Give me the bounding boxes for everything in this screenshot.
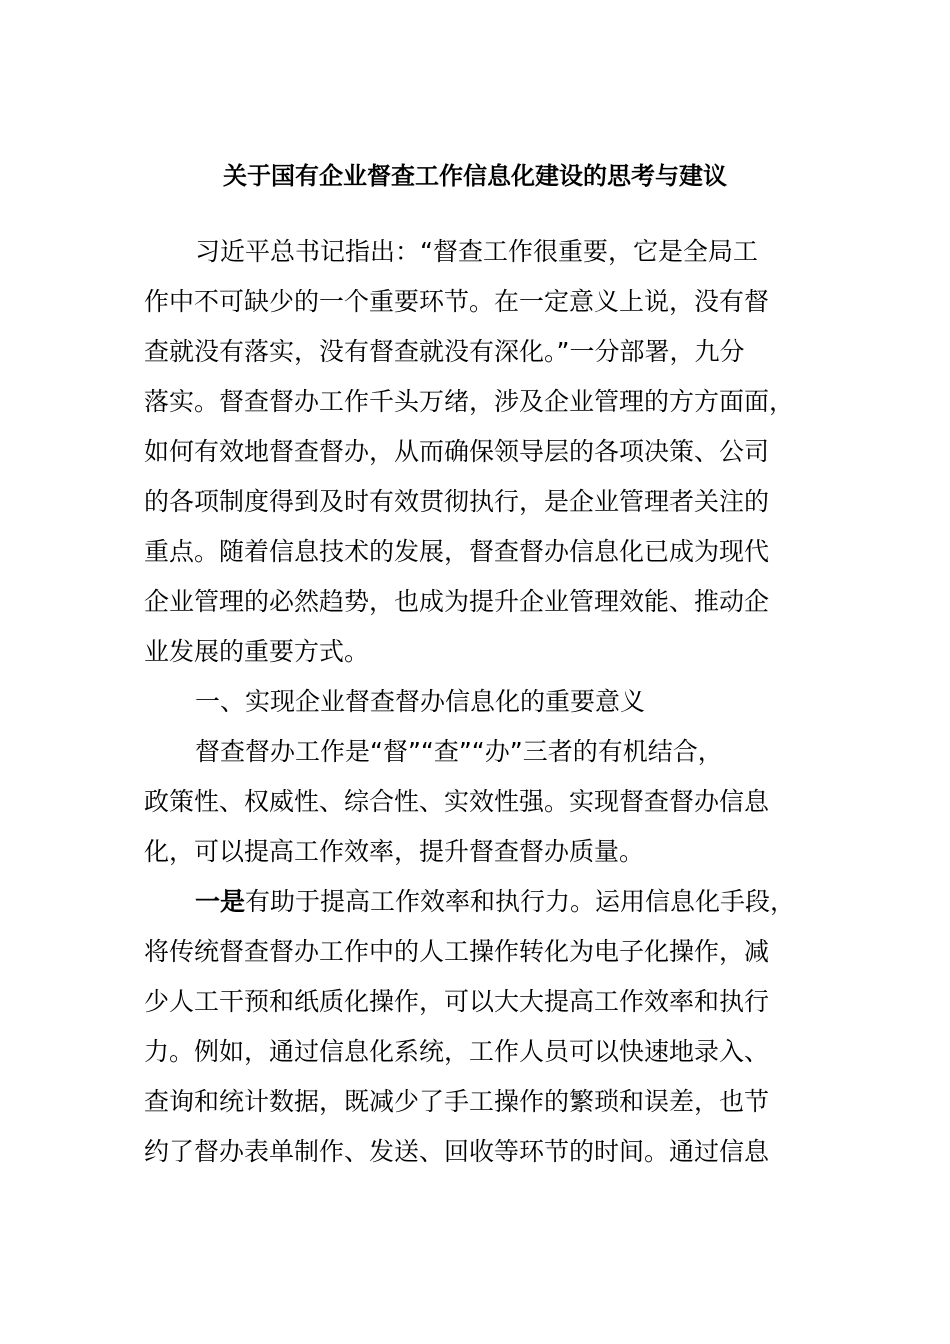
text-line-rest: 有助于提高工作效率和执行力。运用信息化手段， (245, 887, 796, 916)
text-line: 业发展的重要方式。 (144, 637, 370, 666)
text-line-with-lead (144, 877, 806, 927)
document-body (144, 227, 806, 1177)
text-line: 将传统督查督办工作中的人工操作转化为电子化操作，减 (144, 937, 770, 966)
text-line: 化，可以提高工作效率，提升督查督办质量。 (144, 837, 645, 866)
text-line: 企业管理的必然趋势，也成为提升企业管理效能、推动企 (144, 587, 770, 616)
text-line: 少人工干预和纸质化操作，可以大大提高工作效率和执行 (144, 987, 770, 1016)
section-heading: 一、实现企业督查督办信息化的重要意义 (195, 687, 646, 716)
text-line: 重点。随着信息技术的发展，督查督办信息化已成为现代 (144, 537, 770, 566)
document-title: 关于国有企业督查工作信息化建设的思考与建议 (223, 162, 727, 190)
text-line: 落实。督查督办工作千头万绪，涉及企业管理的方方面面， (144, 387, 795, 416)
bold-lead: 一是 (195, 887, 246, 916)
text-line: 政策性、权威性、综合性、实效性强。实现督查督办信息 (144, 787, 770, 816)
text-line: 如何有效地督查督办，从而确保领导层的各项决策、公司 (144, 437, 770, 466)
text-line: 督查督办工作是“督”“查”“办”三者的有机结合， (195, 737, 723, 766)
text-line: 查询和统计数据，既减少了手工操作的繁琐和误差，也节 (144, 1087, 770, 1116)
text-line: 习近平总书记指出：“督查工作很重要，它是全局工 (195, 237, 758, 266)
text-line: 作中不可缺少的一个重要环节。在一定意义上说，没有督 (144, 287, 770, 316)
text-line: 查就没有落实，没有督查就没有深化。”一分部署，九分 (144, 337, 745, 366)
text-line: 力。例如，通过信息化系统，工作人员可以快速地录入、 (144, 1037, 770, 1066)
text-line: 的各项制度得到及时有效贯彻执行，是企业管理者关注的 (144, 487, 770, 516)
text-line: 约了督办表单制作、发送、回收等环节的时间。通过信息 (144, 1137, 770, 1166)
